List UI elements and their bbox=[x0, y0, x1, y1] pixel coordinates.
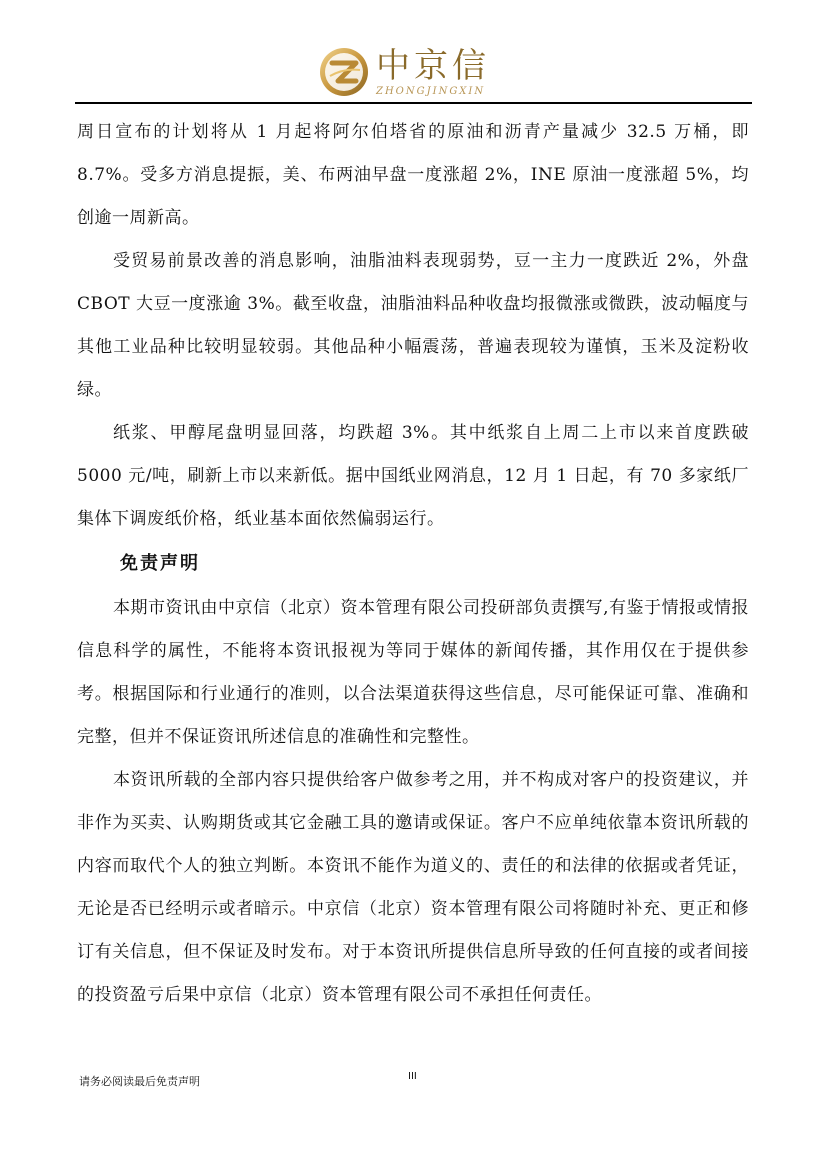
header-divider bbox=[75, 102, 752, 104]
page-number: III bbox=[408, 1071, 417, 1082]
disclaimer-paragraph: 本期市资讯由中京信（北京）资本管理有限公司投研部负责撰写,有鉴于情报或情报信息科学的属性，不能将本资讯报视为等同于媒体的新闻传播，其作用仅在于提供参考。根据国际和行业通行的准则，以合法渠道获得这些信息，尽可能保证可靠、准确和完整，但并不保证资讯所述信息的准确性和完整性。 bbox=[77, 598, 749, 747]
company-logo-mark-icon bbox=[318, 46, 370, 98]
document-body bbox=[77, 111, 749, 1017]
paragraph-oilseed-news: 受贸易前景改善的消息影响，油脂油料表现弱势，豆一主力一度跌近 2%，外盘 CBOT 大豆一度涨逾 3%。截至收盘，油脂油料品种收盘均报微涨或微跌，波动幅度与其他工业品种比较明显较弱。其他品种小幅震荡，普遍表现较为谨慎，玉米及淀粉收绿。 bbox=[77, 251, 749, 400]
disclaimer-title: 免责声明 bbox=[120, 553, 200, 574]
company-logo bbox=[318, 46, 518, 102]
page-header bbox=[0, 0, 827, 104]
logo-english-name: ZHONGJINGXIN bbox=[376, 86, 486, 97]
paragraph-oil-news: 周日宣布的计划将从 1 月起将阿尔伯塔省的原油和沥青产量减少 32.5 万桶，即 8.7%。受多方消息提振，美、布两油早盘一度涨超 2%，INE 原油一度涨超 5%，均创逾一周新高。 bbox=[77, 122, 749, 228]
footer-note: 请务必阅读最后免责声明 bbox=[79, 1075, 200, 1088]
paragraph-pulp-news: 纸浆、甲醇尾盘明显回落，均跌超 3%。其中纸浆自上周二上市以来首度跌破 5000 元/吨，刷新上市以来新低。据中国纸业网消息，12 月 1 日起，有 70 多家纸厂集体下调废纸价格，纸业基本面依然偏弱运行。 bbox=[77, 423, 749, 529]
disclaimer-paragraph: 本资讯所载的全部内容只提供给客户做参考之用，并不构成对客户的投资建议，并非作为买卖、认购期货或其它金融工具的邀请或保证。客户不应单纯依靠本资讯所载的内容而取代个人的独立判断。本资讯不能作为道义的、责任的和法律的依据或者凭证，无论是否已经明示或者暗示。中京信（北京）资本管理有限公司将随时补充、更正和修订有关信息，但不保证及时发布。对于本资讯所提供信息所导致的任何直接的或者间接的投资盈亏后果中京信（北京）资本管理有限公司不承担任何责任。 bbox=[77, 770, 749, 1005]
logo-chinese-name: 中京信 bbox=[376, 46, 490, 86]
